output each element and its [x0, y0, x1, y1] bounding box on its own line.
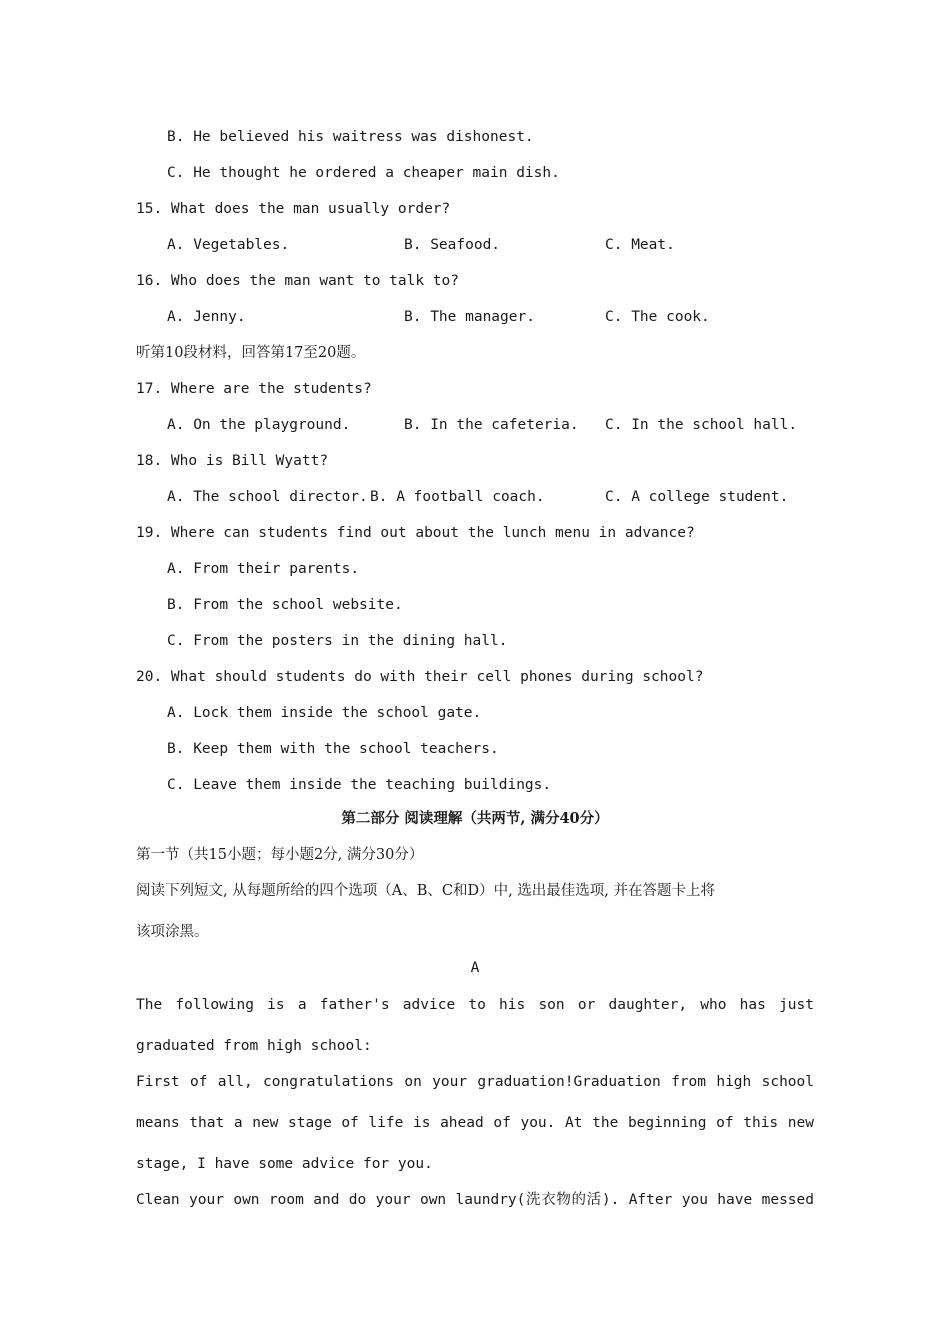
- q16-question: 16. Who does the man want to talk to?: [136, 273, 460, 289]
- q20-option-a: A. Lock them inside the school gate.: [167, 705, 482, 721]
- part2-heading: 第二部分 阅读理解（共两节, 满分40分）: [341, 810, 609, 827]
- q15-question: 15. What does the man usually order?: [136, 201, 451, 217]
- passage-line-3: First of all, congratulations on your graduation!Graduation from high school: [136, 1074, 814, 1090]
- q17-option-b: B. In the cafeteria.: [404, 417, 579, 433]
- q20-option-c: C. Leave them inside the teaching buildings.: [167, 777, 552, 793]
- q16-option-a: A. Jenny.: [167, 309, 246, 325]
- q16-option-b: B. The manager.: [404, 309, 535, 325]
- part2-section1: 第一节（共15小题；每小题2分, 满分30分）: [136, 847, 424, 863]
- q19-option-a: A. From their parents.: [167, 561, 360, 577]
- q19-option-b: B. From the school website.: [167, 597, 403, 613]
- q20-question: 20. What should students do with their cell phones during school?: [136, 669, 704, 685]
- section10-instruction: 听第10段材料，回答第17至20题。: [136, 345, 366, 361]
- q19-question: 19. Where can students find out about the lunch menu in advance?: [136, 525, 695, 541]
- q18-question: 18. Who is Bill Wyatt?: [136, 453, 329, 469]
- q16-option-c: C. The cook.: [605, 309, 710, 325]
- q17-option-a: A. On the playground.: [167, 417, 351, 433]
- part2-instruction-line2: 该项涂黑。: [136, 924, 209, 940]
- q15-option-b: B. Seafood.: [404, 237, 501, 253]
- q18-option-c: C. A college student.: [605, 489, 789, 505]
- passage-line-2: graduated from high school:: [136, 1038, 372, 1054]
- passage-a-label: A: [470, 960, 480, 976]
- passage-line-1: The following is a father's advice to his son or daughter, who has just: [136, 997, 814, 1013]
- q15-option-c: C. Meat.: [605, 237, 675, 253]
- passage-line-5: stage, I have some advice for you.: [136, 1156, 433, 1172]
- passage-line-4: means that a new stage of life is ahead of you. At the beginning of this new: [136, 1115, 814, 1131]
- q17-question: 17. Where are the students?: [136, 381, 372, 397]
- q19-option-c: C. From the posters in the dining hall.: [167, 633, 508, 649]
- q17-option-c: C. In the school hall.: [605, 417, 798, 433]
- q14-option-b: B. He believed his waitress was dishonest.: [167, 129, 534, 145]
- passage-line-6: Clean your own room and do your own laundry(洗衣物的活). After you have messed: [136, 1192, 814, 1208]
- q18-option-b: B. A football coach.: [370, 489, 545, 505]
- part2-instruction-line1: 阅读下列短文, 从每题所给的四个选项（A、B、C和D）中, 选出最佳选项, 并在答题卡上将: [136, 883, 715, 899]
- q14-option-c: C. He thought he ordered a cheaper main dish.: [167, 165, 560, 181]
- q20-option-b: B. Keep them with the school teachers.: [167, 741, 499, 757]
- q15-option-a: A. Vegetables.: [167, 237, 290, 253]
- q18-option-a: A. The school director.: [167, 489, 368, 505]
